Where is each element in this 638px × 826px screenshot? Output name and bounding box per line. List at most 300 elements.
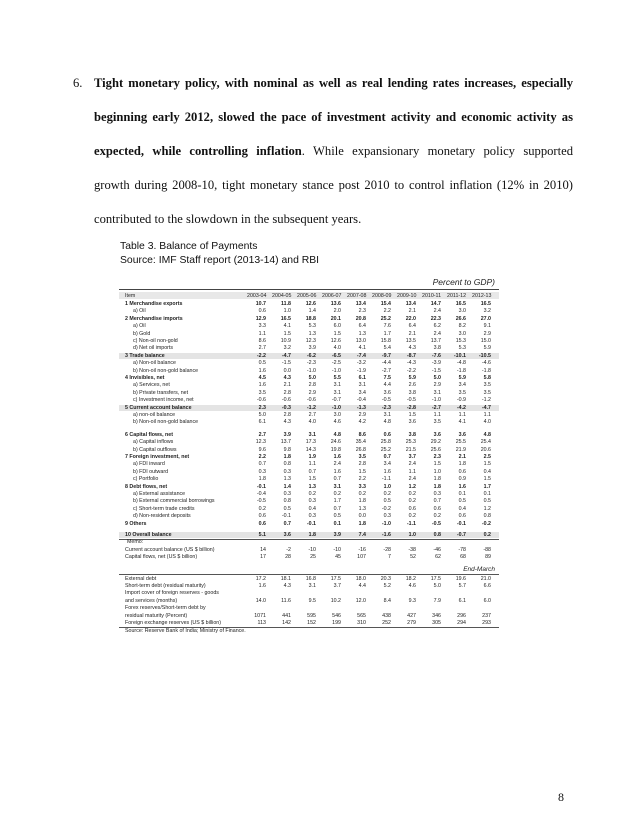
row-value: 9.5 <box>308 597 316 604</box>
row-value: 2.1 <box>458 454 466 460</box>
row-value: 9.1 <box>483 323 491 330</box>
row-value: 21.9 <box>455 446 466 453</box>
row-value: 3.9 <box>308 345 316 352</box>
table-row <box>119 338 499 344</box>
table-row <box>119 491 499 497</box>
row-value: 1.4 <box>283 483 291 490</box>
row-value: 3.7 <box>408 454 416 460</box>
row-value: 0.5 <box>258 360 266 367</box>
row-value: -0.5 <box>431 520 441 527</box>
row-label: d) Non-resident deposits <box>133 513 191 520</box>
row-value: 25 <box>310 554 316 561</box>
row-label: 2 Merchandise imports <box>125 315 183 322</box>
row-value: 11.6 <box>281 597 291 604</box>
table-row <box>119 521 499 527</box>
row-value: 5.9 <box>408 375 416 381</box>
row-value: 25.6 <box>430 446 441 453</box>
row-value: 15.0 <box>480 338 491 344</box>
header-year: 2004-05 <box>272 292 292 299</box>
table-row <box>119 390 499 396</box>
row-value: -0.1 <box>456 520 466 527</box>
row-value: 21.5 <box>405 446 416 453</box>
table-row <box>119 375 499 381</box>
row-value: 6.6 <box>483 583 491 589</box>
paragraph-line-1: Tight monetary policy, with nominal as well as real lending rates increases, especially <box>94 76 573 90</box>
row-value: 14.0 <box>255 597 266 604</box>
row-value: 4.0 <box>308 419 316 426</box>
row-value: 2.4 <box>433 330 441 337</box>
row-value: 52 <box>410 554 416 561</box>
table-row <box>119 513 499 519</box>
row-value: 2.7 <box>258 431 266 438</box>
row-value: 294 <box>457 620 466 626</box>
row-value: 25.4 <box>480 439 491 446</box>
row-value: -0.5 <box>256 498 266 505</box>
row-value: 12.9 <box>255 315 266 322</box>
paragraph-line-3: expected, while controlling inflation. While expansionary monetary policy supported <box>94 144 573 158</box>
row-label: External debt <box>125 575 157 582</box>
row-value: -7.6 <box>431 352 441 359</box>
row-value: -2.5 <box>331 360 341 367</box>
row-label: Import cover of foreign reserves - goods <box>125 590 219 597</box>
row-value: -0.9 <box>456 397 466 404</box>
row-value: 6.0 <box>333 323 341 330</box>
row-value: 25.2 <box>380 315 391 322</box>
row-value: 0.2 <box>358 491 366 497</box>
end-row <box>119 576 499 582</box>
row-value: -1.1 <box>381 476 391 483</box>
row-value: 13.7 <box>430 338 441 344</box>
row-value: 0.3 <box>283 468 291 475</box>
header-year: 2012-13 <box>472 292 492 299</box>
row-value: 4.4 <box>358 583 366 589</box>
row-label: 8 Debt flows, net <box>125 483 168 490</box>
row-value: -88 <box>483 546 491 553</box>
row-value: 546 <box>332 612 341 619</box>
row-value: 5.0 <box>433 583 441 589</box>
row-value: -1.0 <box>331 404 341 411</box>
row-value: -0.1 <box>256 483 266 490</box>
row-label: 5 Current account balance <box>125 404 192 411</box>
row-value: 9.3 <box>408 597 416 604</box>
row-value: 237 <box>482 612 491 619</box>
row-value: 8.6 <box>358 431 366 438</box>
row-value: 2.1 <box>283 382 291 389</box>
row-value: -10 <box>333 546 341 553</box>
row-value: 1.6 <box>258 367 266 374</box>
row-value: 2.4 <box>433 308 441 315</box>
row-value: 5.3 <box>308 323 316 330</box>
row-value: 4.3 <box>283 419 291 426</box>
row-value: 1.5 <box>408 412 416 418</box>
row-value: 68 <box>460 554 466 561</box>
row-value: 3.1 <box>433 389 441 396</box>
row-value: 296 <box>457 612 466 619</box>
header-item-label: Item <box>125 292 136 299</box>
table-row <box>119 476 499 482</box>
row-label: a) Oil <box>133 308 146 315</box>
row-value: 26.8 <box>355 446 366 453</box>
row-value: 1.5 <box>433 461 441 468</box>
row-value: -1.0 <box>331 367 341 374</box>
row-value: -0.6 <box>306 397 316 404</box>
balance-of-payments-table <box>119 277 499 772</box>
row-value: 0.2 <box>308 491 316 497</box>
row-value: 1.8 <box>433 476 441 483</box>
row-value: 17.2 <box>255 575 266 582</box>
row-value: 0.5 <box>483 498 491 505</box>
row-value: -1.0 <box>381 520 391 527</box>
row-label: 6 Capital flows, net <box>125 431 173 438</box>
row-value: 11.8 <box>280 301 291 307</box>
row-value: 0.7 <box>283 520 291 527</box>
row-label: b) Capital outflows <box>133 446 177 453</box>
row-value: 35.4 <box>355 439 366 446</box>
row-label: Capital flows, net (US $ billion) <box>125 554 198 561</box>
table-row <box>119 454 499 460</box>
row-value: 20.1 <box>330 315 341 322</box>
row-value: 3.4 <box>383 461 391 468</box>
header-year: 2007-08 <box>347 292 367 299</box>
row-value: 3.4 <box>358 389 366 396</box>
row-value: -1.2 <box>481 397 491 404</box>
header-row <box>119 293 499 299</box>
row-value: 0.2 <box>383 491 391 497</box>
table-row <box>119 439 499 445</box>
row-label: d) Net oil imports <box>133 345 174 352</box>
row-value: 3.1 <box>383 412 391 418</box>
row-value: 17.3 <box>305 439 316 446</box>
row-value: 1.1 <box>433 412 441 418</box>
row-value: 2.0 <box>333 308 341 315</box>
row-value: 0.6 <box>258 308 266 315</box>
end-row <box>119 605 499 611</box>
row-value: 15.4 <box>380 301 391 307</box>
row-value: 0.3 <box>308 513 316 520</box>
row-value: 3.1 <box>308 431 316 438</box>
row-value: 4.6 <box>333 419 341 426</box>
row-label: c) Investment income, net <box>133 397 194 404</box>
row-value: 0.1 <box>333 520 341 527</box>
memo-text: Memo: <box>127 539 144 546</box>
table-title: Table 3. Balance of Payments <box>120 241 258 252</box>
row-label: Short-term debt (residual maturity) <box>125 583 206 589</box>
row-value: 0.2 <box>408 491 416 497</box>
row-value: 4.1 <box>283 323 291 330</box>
row-value: 4.0 <box>483 419 491 426</box>
row-value: 6.0 <box>483 597 491 604</box>
row-label: 7 Foreign investment, net <box>125 454 190 460</box>
row-value: 12.3 <box>255 439 266 446</box>
row-value: 18.8 <box>305 315 316 322</box>
row-value: 8.4 <box>383 597 391 604</box>
row-value: 5.0 <box>433 375 441 381</box>
row-value: -6.5 <box>331 352 341 359</box>
row-value: 3.1 <box>333 382 341 389</box>
row-value: 5.1 <box>258 532 266 538</box>
row-value: 3.9 <box>333 532 341 538</box>
rule <box>119 574 499 575</box>
row-value: 3.2 <box>483 308 491 315</box>
row-value: 6.1 <box>358 375 366 381</box>
row-value: 4.4 <box>383 382 391 389</box>
row-value: 0.7 <box>258 461 266 468</box>
row-value: 0.4 <box>308 505 316 512</box>
row-value: 0.7 <box>383 454 391 460</box>
row-value: 595 <box>307 612 316 619</box>
row-value: 1.1 <box>258 330 266 337</box>
row-value: -2.7 <box>381 367 391 374</box>
row-value: 152 <box>307 620 316 626</box>
row-value: -2.2 <box>406 367 416 374</box>
row-value: 2.8 <box>308 382 316 389</box>
header-year: 2008-09 <box>372 292 392 299</box>
row-value: 199 <box>332 620 341 626</box>
memo-label <box>119 539 499 545</box>
row-value: 305 <box>432 620 441 626</box>
row-value: 1.0 <box>433 468 441 475</box>
row-value: 1.8 <box>358 498 366 505</box>
table-row <box>119 461 499 467</box>
row-value: 3.6 <box>458 431 466 438</box>
row-value: -4.8 <box>456 360 466 367</box>
end-row <box>119 583 499 589</box>
row-value: -10 <box>308 546 316 553</box>
row-value: 3.7 <box>333 583 341 589</box>
row-value: 0.0 <box>283 367 291 374</box>
row-value: 1.8 <box>258 476 266 483</box>
row-value: 0.2 <box>408 498 416 505</box>
row-value: -0.7 <box>456 532 466 538</box>
row-value: 0.8 <box>433 532 441 538</box>
row-value: 6.2 <box>433 323 441 330</box>
row-value: -0.4 <box>356 397 366 404</box>
row-value: -1.0 <box>431 397 441 404</box>
row-value: 2.8 <box>283 412 291 418</box>
row-label: c) Portfolio <box>133 476 159 483</box>
row-value: 0.9 <box>458 476 466 483</box>
row-value: 7.4 <box>358 532 366 538</box>
row-value: 0.2 <box>433 513 441 520</box>
paragraph-line-2: beginning early 2012, slowed the pace of investment activity and economic activity as <box>94 110 573 124</box>
row-value: 4.2 <box>358 419 366 426</box>
row-label: b) Gold <box>133 330 151 337</box>
row-value: 19.6 <box>455 575 466 582</box>
row-value: 3.8 <box>408 389 416 396</box>
row-value: 142 <box>282 620 291 626</box>
row-value: 1.6 <box>383 468 391 475</box>
top-rule <box>119 289 499 290</box>
row-value: -0.7 <box>331 397 341 404</box>
row-value: 27.0 <box>480 315 491 322</box>
row-value: 0.2 <box>258 505 266 512</box>
row-value: 7.9 <box>433 597 441 604</box>
row-value: 1.3 <box>358 505 366 512</box>
row-value: 3.6 <box>383 389 391 396</box>
row-value: 14.3 <box>305 446 316 453</box>
row-value: -3.2 <box>356 360 366 367</box>
row-label: Foreign exchange reserves (US $ billion) <box>125 620 221 626</box>
row-value: -4.7 <box>481 404 491 411</box>
row-value: -4.4 <box>381 360 391 367</box>
row-value: 1.5 <box>308 476 316 483</box>
row-label: a) Non-oil balance <box>133 360 176 367</box>
table-row <box>119 412 499 418</box>
row-value: 3.2 <box>283 345 291 352</box>
row-value: 0.8 <box>483 513 491 520</box>
row-value: 1071 <box>254 612 266 619</box>
row-value: -46 <box>433 546 441 553</box>
row-value: 0.3 <box>383 513 391 520</box>
row-value: -4.3 <box>406 360 416 367</box>
row-value: 1.8 <box>308 532 316 538</box>
row-value: 0.8 <box>283 461 291 468</box>
row-label: a) FDI inward <box>133 461 165 468</box>
row-value: 252 <box>382 620 391 626</box>
row-value: -2.3 <box>306 360 316 367</box>
row-value: -2 <box>286 546 291 553</box>
row-value: 4.8 <box>333 431 341 438</box>
row-value: 0.5 <box>283 505 291 512</box>
row-value: -78 <box>458 546 466 553</box>
row-value: 1.6 <box>258 583 266 589</box>
row-value: -0.6 <box>256 397 266 404</box>
row-value: -10.5 <box>478 352 491 359</box>
row-value: 3.5 <box>258 389 266 396</box>
row-value: -16 <box>358 546 366 553</box>
row-value: 7.6 <box>383 323 391 330</box>
row-label: Current account balance (US $ billion) <box>125 546 215 553</box>
table-row <box>119 353 499 359</box>
row-value: 16.5 <box>480 301 491 307</box>
row-value: 310 <box>357 620 366 626</box>
row-value: 1.5 <box>483 461 491 468</box>
row-value: 1.5 <box>333 330 341 337</box>
row-value: 5.9 <box>483 345 491 352</box>
row-value: 1.6 <box>333 454 341 460</box>
row-value: -1.8 <box>481 367 491 374</box>
row-value: 3.0 <box>458 308 466 315</box>
row-label: c) Short-term trade credits <box>133 505 195 512</box>
row-value: 17 <box>260 554 266 561</box>
row-value: 28 <box>285 554 291 561</box>
table-row <box>119 316 499 322</box>
row-value: -1.6 <box>381 532 391 538</box>
row-value: 24.6 <box>330 439 341 446</box>
row-value: -0.6 <box>281 397 291 404</box>
row-value: 4.3 <box>283 375 291 381</box>
row-value: 5.3 <box>458 345 466 352</box>
row-value: 4.8 <box>483 431 491 438</box>
row-value: 2.6 <box>408 382 416 389</box>
row-label: 4 Invisibles, net <box>125 375 165 381</box>
row-value: 16.8 <box>305 575 316 582</box>
row-value: 0.4 <box>458 505 466 512</box>
table-row <box>119 432 499 438</box>
table-row <box>119 345 499 351</box>
row-value: 3.0 <box>333 412 341 418</box>
row-value: -8.7 <box>406 352 416 359</box>
row-value: 1.3 <box>308 483 316 490</box>
row-value: -1.5 <box>431 367 441 374</box>
row-value: -0.3 <box>281 404 291 411</box>
table-row <box>119 368 499 374</box>
row-value: 3.6 <box>283 532 291 538</box>
row-value: 1.5 <box>283 330 291 337</box>
row-value: 0.5 <box>333 513 341 520</box>
row-value: 0.3 <box>258 468 266 475</box>
row-value: 3.1 <box>358 382 366 389</box>
row-value: 20.3 <box>380 575 391 582</box>
row-value: 2.9 <box>308 389 316 396</box>
table-row <box>119 323 499 329</box>
row-label: Forex reserves/Short-term debt by <box>125 605 206 612</box>
row-value: 5.4 <box>383 345 391 352</box>
row-value: 0.5 <box>458 498 466 505</box>
row-value: -1.5 <box>281 360 291 367</box>
row-value: 45 <box>335 554 341 561</box>
row-value: -2.8 <box>406 404 416 411</box>
page-number: 8 <box>558 790 564 804</box>
table-row <box>119 331 499 337</box>
row-value: 14.7 <box>430 301 441 307</box>
row-value: 10.9 <box>280 338 291 344</box>
row-value: -0.5 <box>406 397 416 404</box>
row-label: b) Private transfers, net <box>133 389 189 396</box>
paragraph-number: 6. <box>73 76 83 90</box>
row-value: 1.8 <box>283 454 291 460</box>
table-row <box>119 419 499 425</box>
row-value: -2.3 <box>381 404 391 411</box>
row-value: 6.4 <box>358 323 366 330</box>
row-value: 0.2 <box>333 491 341 497</box>
row-value: 1.0 <box>408 532 416 538</box>
row-value: 5.8 <box>483 375 491 381</box>
row-value: 2.5 <box>483 454 491 460</box>
row-value: -0.1 <box>281 513 291 520</box>
row-value: 14 <box>260 546 266 553</box>
row-value: 4.0 <box>333 345 341 352</box>
row-value: 1.7 <box>333 498 341 505</box>
row-label: a) Oil <box>133 323 146 330</box>
row-value: 1.1 <box>483 412 491 418</box>
row-value: 1.1 <box>458 412 466 418</box>
row-value: 3.5 <box>458 389 466 396</box>
row-value: 13.7 <box>280 439 291 446</box>
row-value: 4.3 <box>408 345 416 352</box>
table-row <box>119 532 499 538</box>
row-value: 10.2 <box>330 597 341 604</box>
row-value: 8.2 <box>458 323 466 330</box>
memo-row <box>119 554 499 560</box>
row-value: 4.8 <box>383 419 391 426</box>
row-value: 279 <box>407 620 416 626</box>
row-value: 107 <box>357 554 366 561</box>
row-value: 0.2 <box>483 532 491 538</box>
row-value: 2.3 <box>433 454 441 460</box>
row-label: 3 Trade balance <box>125 352 165 359</box>
row-value: -38 <box>408 546 416 553</box>
row-value: -0.5 <box>381 397 391 404</box>
row-value: 20.8 <box>355 315 366 322</box>
row-value: 3.1 <box>333 389 341 396</box>
row-value: 13.6 <box>330 301 341 307</box>
row-value: 20.6 <box>480 446 491 453</box>
row-value: 2.8 <box>358 461 366 468</box>
row-value: 18.2 <box>405 575 416 582</box>
row-value: 0.3 <box>308 498 316 505</box>
row-value: 3.5 <box>358 454 366 460</box>
